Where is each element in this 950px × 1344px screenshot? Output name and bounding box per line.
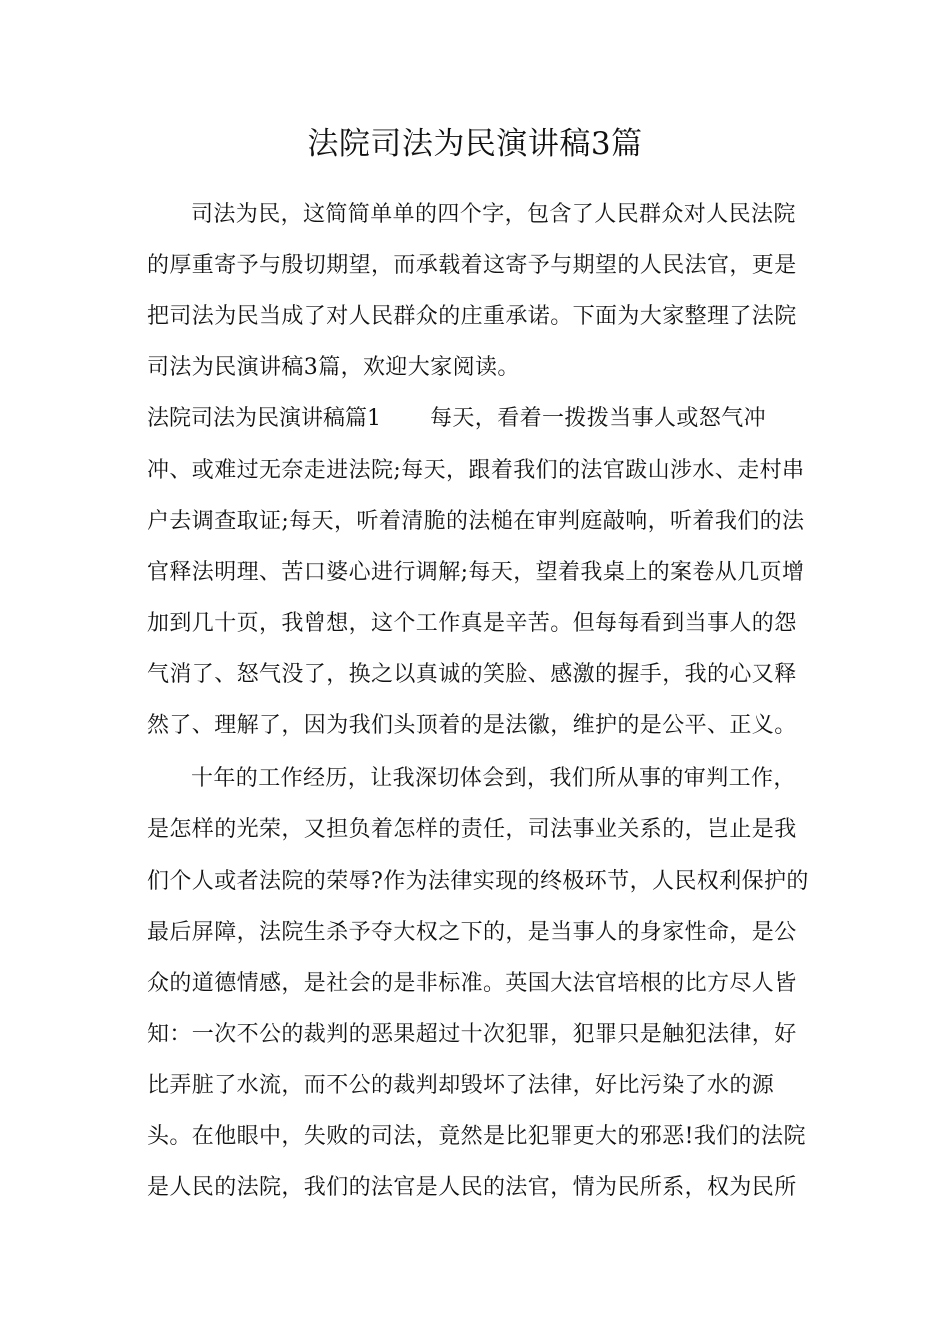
body-line: 气消了、怒气没了，换之以真诚的笑脸、感激的握手，我的心又释 [147,662,797,687]
body-line: 头。在他眼中，失败的司法，竟然是比犯罪更大的邪恶!我们的法院 [147,1124,806,1149]
section-first-line: 每天，看着一拨拨当事人或怒气冲 [430,406,767,431]
body-line: 户去调查取证;每天，听着清脆的法槌在审判庭敲响，听着我们的法 [147,509,805,534]
body-line: 知：一次不公的裁判的恶果超过十次犯罪，犯罪只是触犯法律，好 [147,1022,797,1047]
body-line: 是人民的法院，我们的法官是人民的法官，情为民所系，权为民所 [147,1175,797,1200]
intro-line: 司法为民，这简简单单的四个字，包含了人民群众对人民法院 [191,202,796,227]
body-line: 比弄脏了水流，而不公的裁判却毁坏了法律，好比污染了水的源 [147,1073,775,1098]
body-line: 冲、或难过无奈走进法院;每天，跟着我们的法官跋山涉水、走村串 [147,458,805,483]
body-line: 们个人或者法院的荣辱?作为法律实现的终极环节，人民权利保护的 [147,869,809,894]
document-title: 法院司法为民演讲稿3篇 [307,126,643,162]
section-heading: 法院司法为民演讲稿篇1 [147,406,381,431]
body-line: 众的道德情感，是社会的是非标准。英国大法官培根的比方尽人皆 [147,971,797,996]
body-line: 官释法明理、苦口婆心进行调解;每天，望着我桌上的案卷从几页增 [147,560,805,585]
intro-line: 把司法为民当成了对人民群众的庄重承诺。下面为大家整理了法院 [147,304,797,329]
body-line: 最后屏障，法院生杀予夺大权之下的，是当事人的身家性命，是公 [147,920,797,945]
body-line: 是怎样的光荣，又担负着怎样的责任，司法事业关系的，岂止是我 [147,817,797,842]
body-line: 十年的工作经历，让我深切体会到，我们所从事的审判工作， [191,766,796,791]
intro-line: 的厚重寄予与殷切期望，而承载着这寄予与期望的人民法官，更是 [147,253,797,278]
body-line: 加到几十页，我曾想，这个工作真是辛苦。但每每看到当事人的怨 [147,611,797,636]
body-line: 然了、理解了，因为我们头顶着的是法徽，维护的是公平、正义。 [147,713,797,738]
intro-line: 司法为民演讲稿3篇，欢迎大家阅读。 [147,355,520,380]
